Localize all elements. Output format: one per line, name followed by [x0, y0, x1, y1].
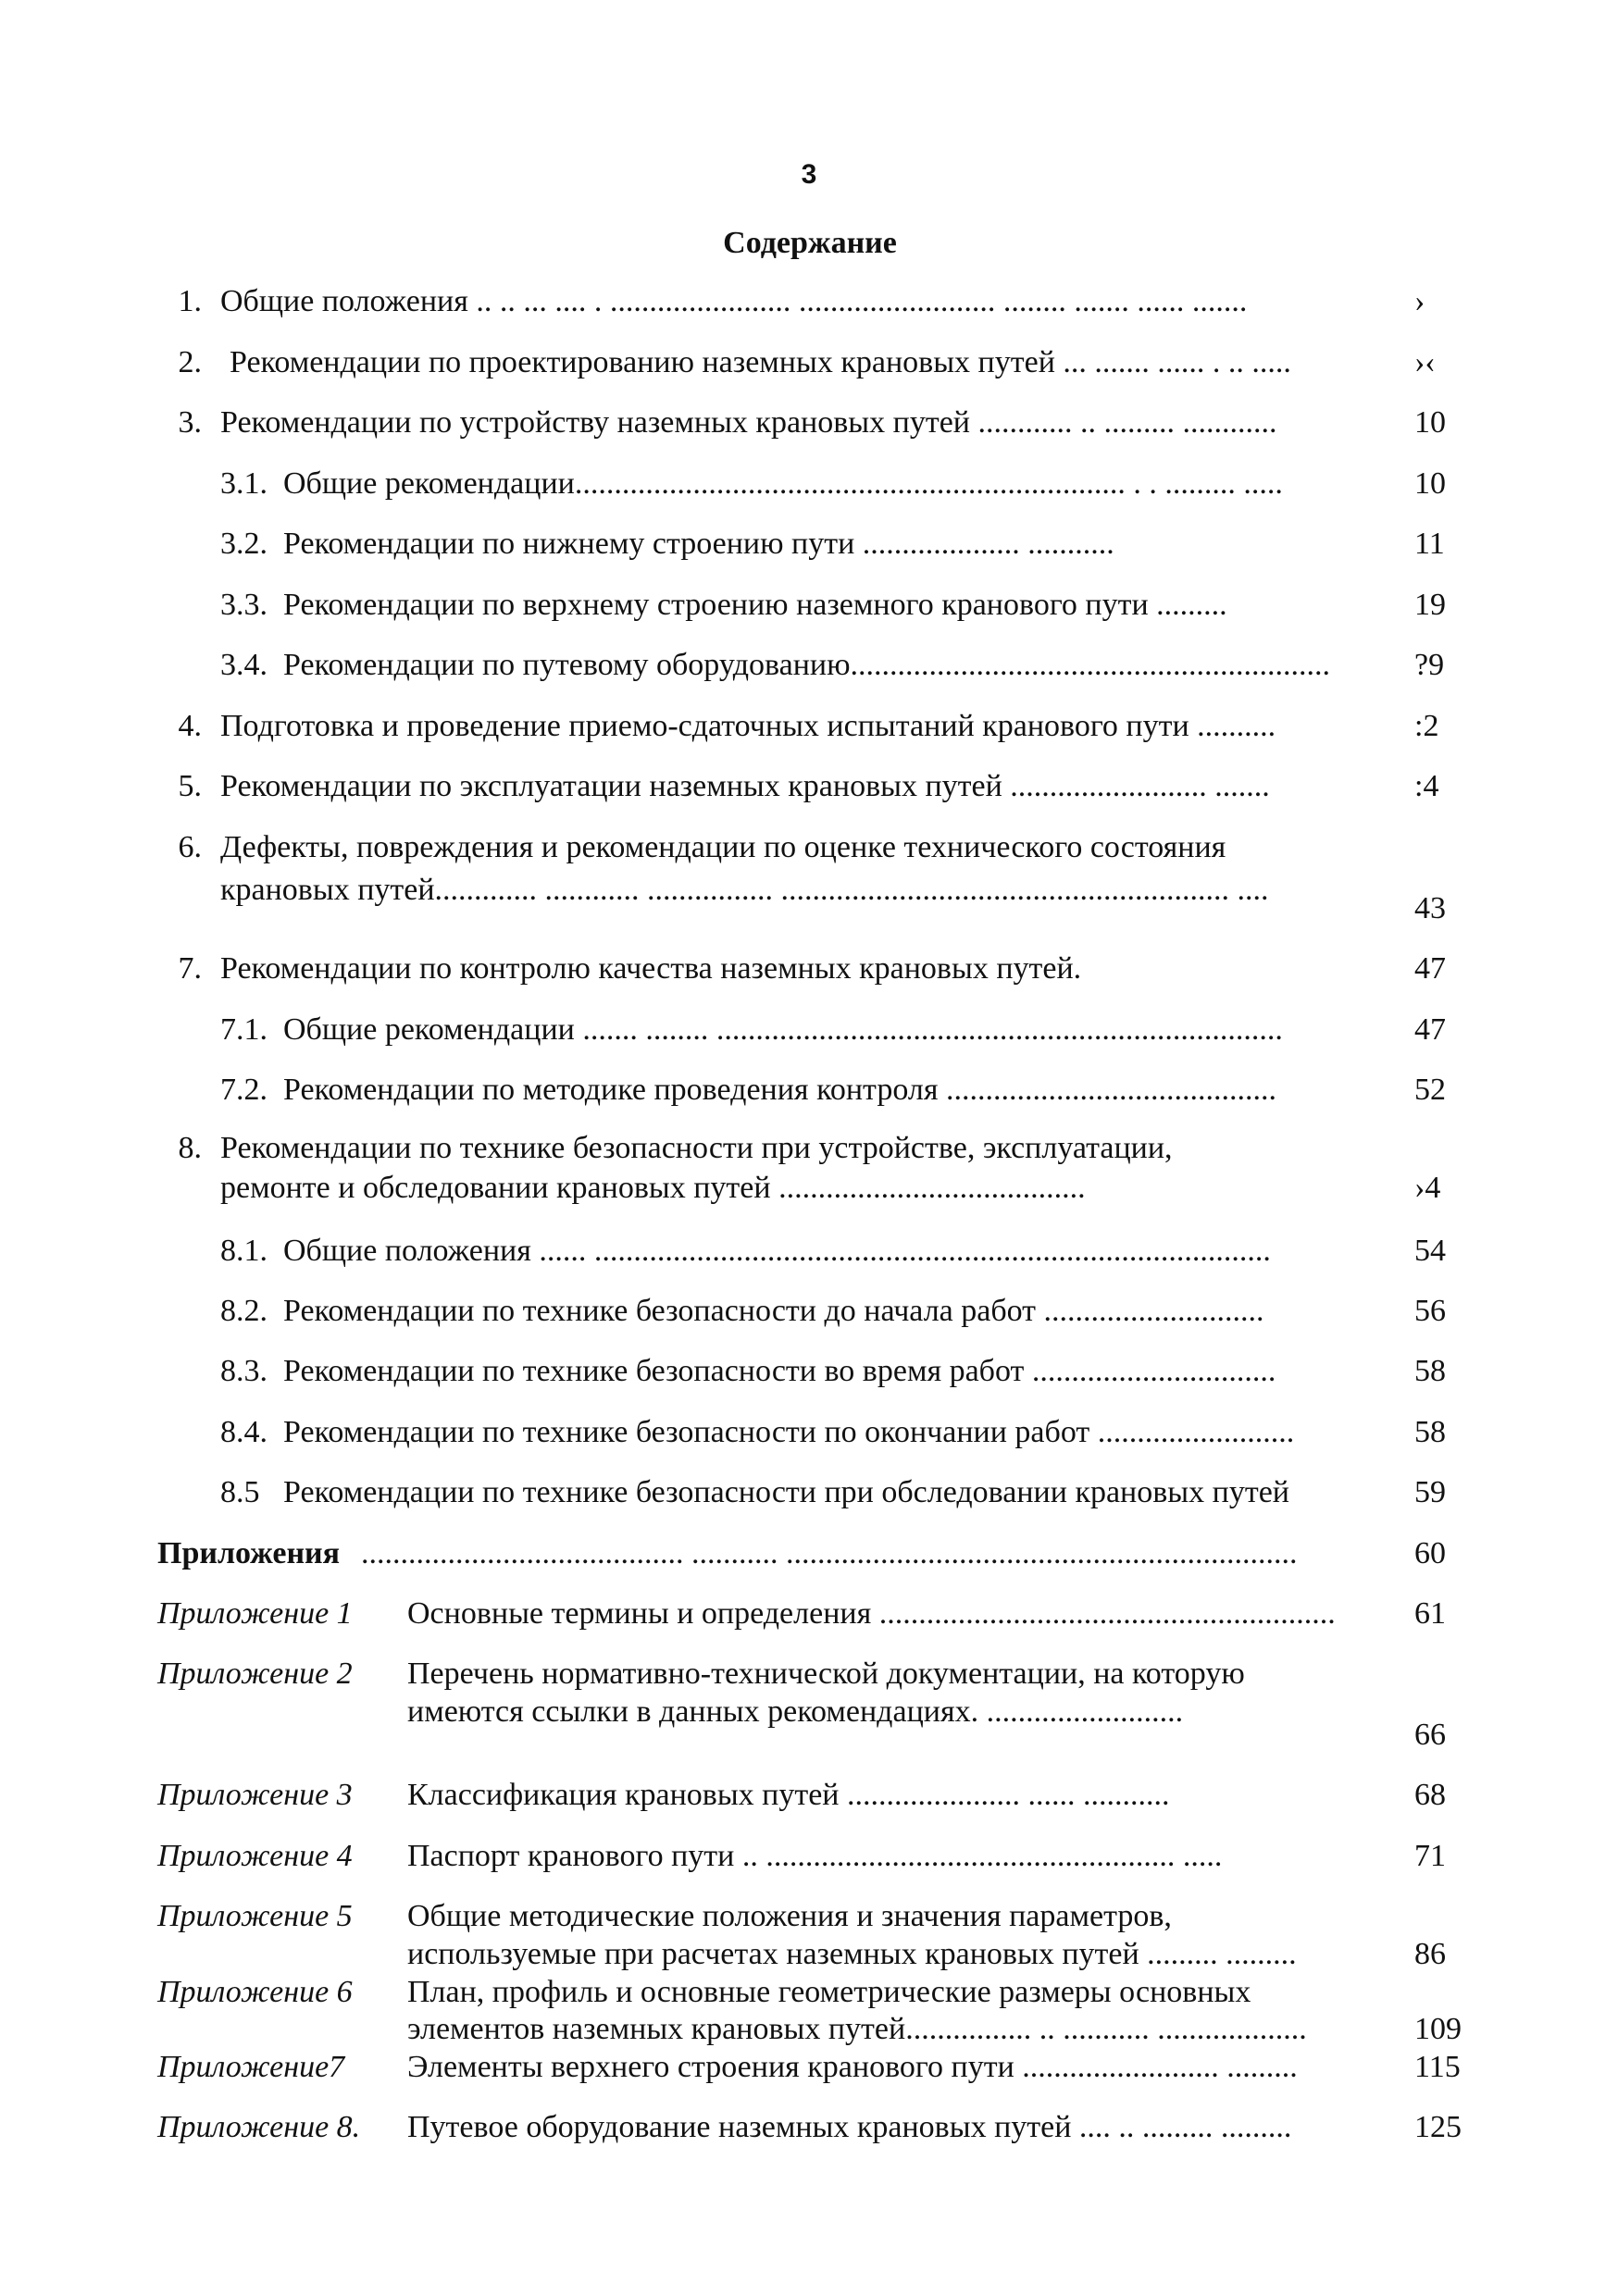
page-number: 3	[801, 159, 817, 190]
toc-entry-title: Рекомендации по эксплуатации наземных крановых путей ......................... .......	[220, 769, 1270, 803]
appendix-title: Элементы верхнего строения кранового пути ......................... .........	[407, 2050, 1298, 2084]
appendix-title: Паспорт кранового пути .. .................................................... .....	[407, 1839, 1223, 1873]
toc-entry-number: 7.1.	[220, 1012, 268, 1047]
toc-entry-number: 3.3.	[220, 588, 268, 622]
toc-entry-page: 43	[1414, 891, 1446, 925]
appendix-label: Приложение7	[157, 2050, 345, 2084]
toc-entry-page: :2	[1414, 709, 1439, 743]
appendix-page: 71	[1414, 1839, 1446, 1873]
appendix-page: 115	[1414, 2050, 1461, 2084]
appendix-page: 125	[1414, 2110, 1462, 2144]
toc-entry-number: 3.2.	[220, 527, 268, 561]
appendix-page: 61	[1414, 1596, 1446, 1631]
toc-entry-title-continued: ремонте и обследовании крановых путей .......................................	[220, 1171, 1086, 1205]
appendix-page: 66	[1414, 1718, 1446, 1752]
toc-entry-title: Общие рекомендации...................................................................... . . ......... .....	[283, 466, 1283, 501]
toc-entry-number: 3.4.	[220, 648, 268, 682]
appendix-heading: Приложения	[157, 1536, 341, 1570]
toc-entry-page: 54	[1414, 1234, 1446, 1268]
toc-entry-number: 7.2.	[220, 1073, 268, 1107]
toc-entry-title: Дефекты, повреждения и рекомендации по оценке технического состояния	[220, 830, 1226, 864]
toc-entry-number: 8.1.	[220, 1234, 268, 1268]
appendix-heading-page: 60	[1414, 1536, 1446, 1570]
toc-entry-number: 8.5	[220, 1475, 260, 1509]
appendix-page: 68	[1414, 1778, 1446, 1812]
appendix-label: Приложение 2	[157, 1657, 353, 1691]
toc-entry-title: Рекомендации по нижнему строению пути .................... ...........	[283, 527, 1114, 561]
toc-entry-title: Рекомендации по путевому оборудованию.............................................................	[283, 648, 1330, 682]
appendix-heading-leader: ......................................... ........... .................................................................	[361, 1536, 1298, 1570]
appendix-title: Общие методические положения и значения параметров,	[407, 1899, 1172, 1933]
appendix-label: Приложение 8.	[157, 2110, 361, 2144]
toc-entry-page: ›	[1414, 284, 1425, 318]
toc-entry-title: Рекомендации по технике безопасности при обследовании крановых путей	[283, 1475, 1289, 1509]
toc-entry-page: 10	[1414, 466, 1446, 501]
toc-entry-title-continued: крановых путей............. ............ ................ ......................................................... ....	[220, 873, 1269, 907]
toc-entry-title: Рекомендации по верхнему строению наземного кранового пути .........	[283, 588, 1227, 622]
appendix-label: Приложение 6	[157, 1975, 353, 2009]
toc-entry-title: Рекомендации по технике безопасности до начала работ ............................	[283, 1294, 1264, 1328]
toc-entry-number: 8.2.	[220, 1294, 268, 1328]
toc-entry-number: 3.	[178, 405, 202, 440]
toc-entry-page: 11	[1414, 527, 1445, 561]
toc-entry-page: 47	[1414, 1012, 1446, 1047]
toc-entry-number: 5.	[178, 769, 202, 803]
toc-entry-number: 8.3.	[220, 1354, 268, 1388]
toc-entry-number: 8.	[178, 1131, 202, 1165]
toc-entry-number: 7.	[178, 951, 202, 986]
toc-entry-number: 6.	[178, 830, 202, 864]
toc-entry-title: Подготовка и проведение приемо-сдаточных испытаний кранового пути ..........	[220, 709, 1276, 743]
appendix-label: Приложение 4	[157, 1839, 353, 1873]
appendix-title: План, профиль и основные геометрические размеры основных	[407, 1975, 1251, 2009]
appendix-title: Классификация крановых путей ...................... ...... ...........	[407, 1778, 1170, 1812]
toc-entry-page: 19	[1414, 588, 1446, 622]
appendix-title-continued: имеются ссылки в данных рекомендациях. .........................	[407, 1694, 1184, 1729]
appendix-label: Приложение 3	[157, 1778, 353, 1812]
toc-entry-title: Рекомендации по устройству наземных крановых путей ............ .. ......... ............	[220, 405, 1277, 440]
toc-entry-page: 58	[1414, 1354, 1446, 1388]
toc-entry-number: 8.4.	[220, 1415, 268, 1449]
toc-entry-page: 52	[1414, 1073, 1446, 1107]
toc-entry-page: 56	[1414, 1294, 1446, 1328]
toc-entry-number: 2.	[178, 345, 202, 379]
toc-entry-number: 4.	[178, 709, 202, 743]
toc-entry-title: Общие положения ...... ......................................................................................	[283, 1234, 1271, 1268]
page-title: Содержание	[723, 226, 897, 260]
toc-entry-page: 58	[1414, 1415, 1446, 1449]
toc-entry-title: Общие положения .. .. ... .... . ....................... ......................... ........ ....... ...... .......	[220, 284, 1248, 318]
toc-entry-title: Рекомендации по методике проведения контроля ..........................................	[283, 1073, 1276, 1107]
appendix-label: Приложение 1	[157, 1596, 353, 1631]
appendix-title: Перечень нормативно-технической документации, на которую	[407, 1657, 1245, 1691]
appendix-title: Основные термины и определения ..........................................................	[407, 1596, 1336, 1631]
appendix-title-continued: используемые при расчетах наземных крановых путей ......... .........	[407, 1937, 1297, 1971]
toc-entry-page: 59	[1414, 1475, 1446, 1509]
appendix-page: 86	[1414, 1937, 1446, 1971]
toc-entry-title: Общие рекомендации ....... ........ ........................................................................	[283, 1012, 1283, 1047]
appendix-page: 109	[1414, 2012, 1462, 2046]
toc-entry-title: Рекомендации по проектированию наземных крановых путей ... ....... ...... . .. .....	[230, 345, 1291, 379]
toc-entry-title: Рекомендации по технике безопасности при устройстве, эксплуатации,	[220, 1131, 1173, 1165]
toc-entry-page: ?9	[1414, 648, 1445, 682]
toc-entry-number: 3.1.	[220, 466, 268, 501]
toc-entry-title: Рекомендации по технике безопасности по окончании работ .........................	[283, 1415, 1295, 1449]
toc-entry-title: Рекомендации по технике безопасности во время работ ...............................	[283, 1354, 1276, 1388]
toc-entry-page: :4	[1414, 769, 1439, 803]
toc-entry-title: Рекомендации по контролю качества наземных крановых путей.	[220, 951, 1082, 986]
appendix-title-continued: элементов наземных крановых путей................ .. ........... ...................	[407, 2012, 1307, 2046]
appendix-label: Приложение 5	[157, 1899, 353, 1933]
appendix-title: Путевое оборудование наземных крановых путей .... .. ......... .........	[407, 2110, 1292, 2144]
toc-entry-page: 10	[1414, 405, 1446, 440]
toc-entry-page: ›4	[1414, 1171, 1441, 1205]
toc-entry-page: ›‹	[1414, 345, 1436, 379]
toc-entry-number: 1.	[178, 284, 202, 318]
toc-entry-page: 47	[1414, 951, 1446, 986]
